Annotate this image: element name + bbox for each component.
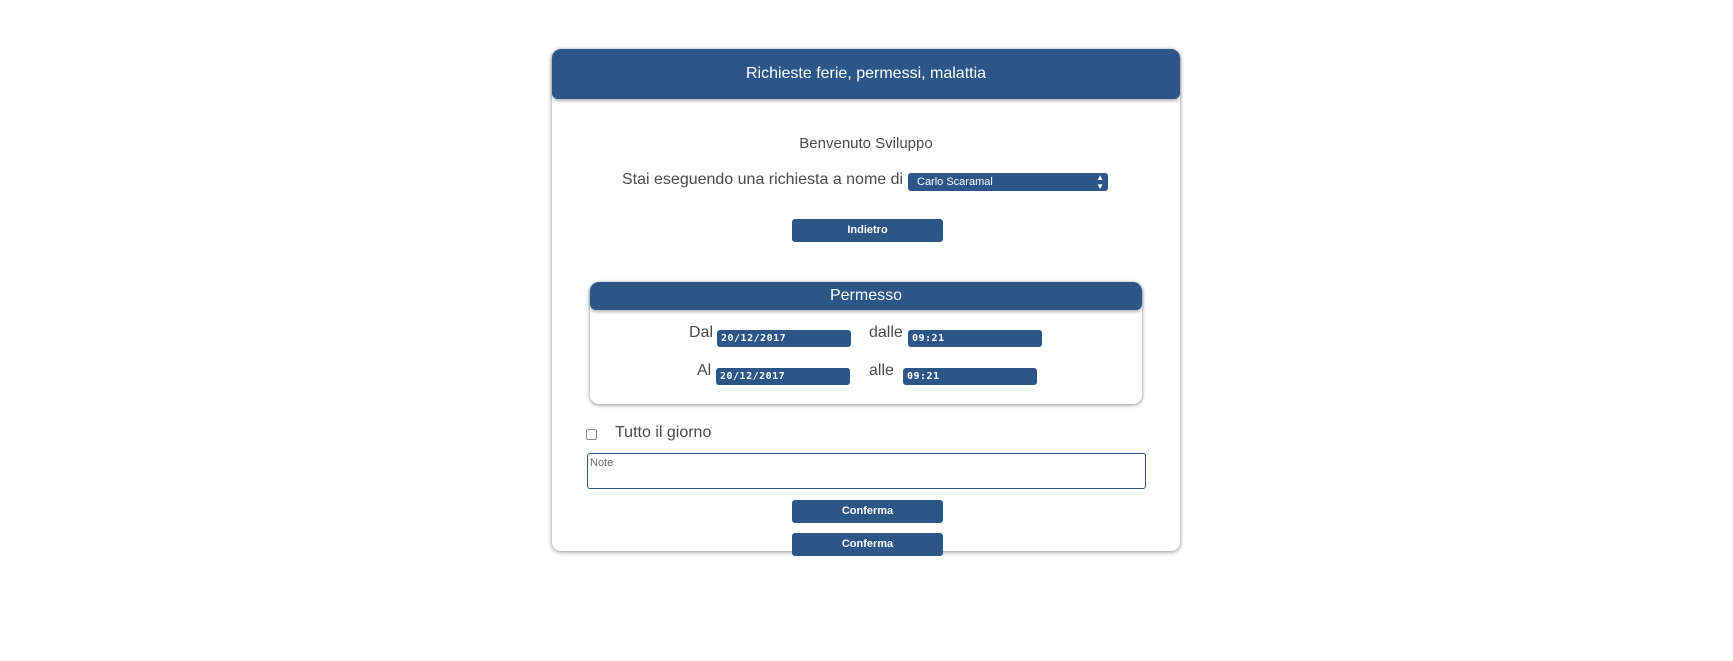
person-select[interactable] [908, 173, 1108, 191]
to-time-input[interactable]: 09:21 [903, 368, 1037, 385]
page-title: Richieste ferie, permessi, malattia [552, 49, 1180, 99]
person-select-value: Carlo Scaramal [917, 176, 993, 188]
request-card [552, 49, 1180, 551]
all-day-checkbox[interactable] [586, 429, 597, 440]
back-button[interactable]: Indietro [792, 219, 943, 242]
to-time-label: alle [869, 362, 894, 379]
to-date-input[interactable]: 20/12/2017 [716, 368, 850, 385]
up-down-chevron-icon: ▲ ▼ [1096, 173, 1104, 191]
confirm-button-secondary[interactable]: Conferma [792, 533, 943, 556]
note-placeholder: Note [590, 457, 614, 469]
from-label: Dal [689, 324, 714, 341]
to-label: Al [697, 362, 712, 379]
from-date-input[interactable]: 20/12/2017 [717, 330, 851, 347]
confirm-button[interactable]: Conferma [792, 500, 943, 523]
panel-title: Permesso [590, 282, 1142, 310]
permesso-panel [590, 282, 1142, 404]
from-time-input[interactable]: 09:21 [908, 330, 1042, 347]
all-day-label: Tutto il giorno [615, 424, 712, 441]
note-textarea[interactable] [587, 453, 1146, 489]
welcome-text: Benvenuto Sviluppo [799, 135, 933, 152]
request-on-behalf-label: Stai eseguendo una richiesta a nome di [622, 171, 904, 188]
from-time-label: dalle [869, 324, 903, 341]
